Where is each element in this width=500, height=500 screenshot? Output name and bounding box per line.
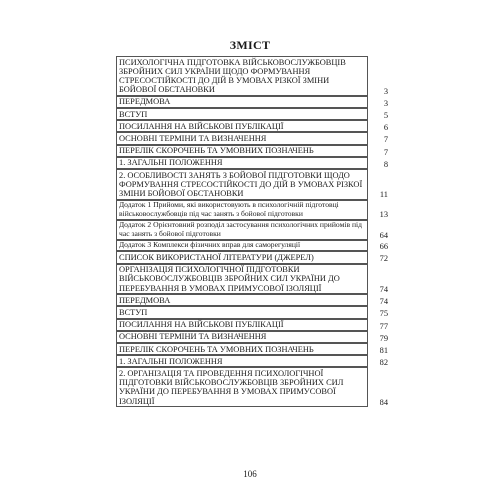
toc-entry-page: 74: [379, 297, 388, 307]
toc-entry-label: СПИСОК ВИКОРИСТАНОЇ ЛІТЕРАТУРИ (ДЖЕРЕЛ): [116, 251, 368, 263]
toc-entry-label: 2. ОРГАНІЗАЦІЯ ТА ПРОВЕДЕННЯ ПСИХОЛОГІЧНОЇ ПІДГОТОВКИ ВІЙСЬКОВОСЛУЖБОВЦІВ ЗБРОЙНИХ СИЛ УКРАЇНИ ДО ПЕРЕБУВАННЯ В УМОВАХ ПРИМУСОВОЇ ІЗОЛЯЦІЇ: [116, 367, 368, 407]
toc-entry-label: ПЕРЕЛІК СКОРОЧЕНЬ ТА УМОВНИХ ПОЗНАЧЕНЬ: [116, 343, 368, 355]
toc-entry[interactable]: [116, 56, 388, 96]
toc-entry-page: 81: [379, 345, 388, 355]
toc-entry[interactable]: [116, 157, 388, 169]
toc-entry-page: 79: [379, 333, 388, 343]
toc-entry-page: 7: [383, 147, 388, 157]
toc-entry[interactable]: [116, 355, 388, 367]
toc-entry-page: 82: [379, 358, 388, 368]
toc-entry-page: 6: [383, 123, 388, 133]
toc-entry-label: ПСИХОЛОГІЧНА ПІДГОТОВКА ВІЙСЬКОВОСЛУЖБОВЦІВ ЗБРОЙНИХ СИЛ УКРАЇНИ ЩОДО ФОРМУВАННЯ СТРЕСОСТІЙКОСТІ ДО ДІЙ В УМОВАХ РІЗКОЇ ЗМІНИ БОЙОВОЇ ОБСТАНОВКИ: [116, 56, 368, 96]
toc-entry[interactable]: [116, 367, 388, 407]
toc-entry-page: 11: [379, 190, 388, 200]
toc-entry[interactable]: [116, 145, 388, 157]
toc-entry[interactable]: [116, 331, 388, 343]
toc-entry[interactable]: [116, 132, 388, 144]
toc-entry[interactable]: [116, 240, 388, 252]
toc-entry-label: Додаток 2 Орієнтовний розподіл застосування психологічних прийомів під час занять з бойової підготовки: [116, 220, 368, 240]
toc-entry-label: ОСНОВНІ ТЕРМІНИ ТА ВИЗНАЧЕННЯ: [116, 132, 368, 144]
toc-entry-label: ПЕРЕДМОВА: [116, 96, 368, 108]
toc-entry[interactable]: [116, 200, 388, 220]
toc-entry-label: Додаток 1 Прийоми, які використовують в психологічній підготовці військовослужбовців під час занять з бойової підготовки: [116, 200, 368, 220]
toc-entry-page: 64: [379, 230, 388, 240]
toc-entry-label: ВСТУП: [116, 306, 368, 318]
toc-entry-page: 75: [379, 309, 388, 319]
toc-entry-page: 5: [383, 110, 388, 120]
toc-entry[interactable]: [116, 251, 388, 263]
toc-entry[interactable]: [116, 169, 388, 200]
toc-entry-page: 3: [383, 98, 388, 108]
toc-entry-label: ПЕРЕДМОВА: [116, 294, 368, 306]
toc-entry-label: ПОСИЛАННЯ НА ВІЙСЬКОВІ ПУБЛІКАЦІЇ: [116, 319, 368, 331]
page-number: 106: [243, 469, 257, 479]
toc-entry-label: ВСТУП: [116, 108, 368, 120]
toc-entry-label: ОСНОВНІ ТЕРМІНИ ТА ВИЗНАЧЕННЯ: [116, 331, 368, 343]
toc-entry-label: 1. ЗАГАЛЬНІ ПОЛОЖЕННЯ: [116, 157, 368, 169]
toc-entry-label: ПОСИЛАННЯ НА ВІЙСЬКОВІ ПУБЛІКАЦІЇ: [116, 120, 368, 132]
toc-entry-label: ОРГАНІЗАЦІЯ ПСИХОЛОГІЧНОЇ ПІДГОТОВКИ ВІЙСЬКОВОСЛУЖБОВЦІВ ЗБРОЙНИХ СИЛ УКРАЇНИ ДО ПЕРЕБУВАННЯ В УМОВАХ ПРИМУСОВОЇ ІЗОЛЯЦІЇ: [116, 264, 368, 295]
toc-entry-page: 7: [383, 135, 388, 145]
toc-entry-page: 77: [379, 321, 388, 331]
toc-entry[interactable]: [116, 96, 388, 108]
toc-entry-page: 84: [379, 397, 388, 407]
toc-entry-page: 72: [379, 254, 388, 264]
toc-entry-page: 66: [379, 242, 388, 252]
toc-entry-page: 8: [383, 159, 388, 169]
toc-entry[interactable]: [116, 306, 388, 318]
toc-entry[interactable]: [116, 264, 388, 295]
toc-entry-page: 3: [383, 86, 388, 96]
toc-entry-label: ПЕРЕЛІК СКОРОЧЕНЬ ТА УМОВНИХ ПОЗНАЧЕНЬ: [116, 145, 368, 157]
toc-entry-page: 13: [379, 210, 388, 220]
toc-entry[interactable]: [116, 343, 388, 355]
toc-entry[interactable]: [116, 294, 388, 306]
toc-entry[interactable]: [116, 108, 388, 120]
toc-entry[interactable]: [116, 120, 388, 132]
toc-entry[interactable]: [116, 220, 388, 240]
toc-entry[interactable]: [116, 319, 388, 331]
toc-title: ЗМІСТ: [229, 38, 271, 52]
toc-entry-label: 1. ЗАГАЛЬНІ ПОЛОЖЕННЯ: [116, 355, 368, 367]
toc-entry-page: 74: [379, 285, 388, 295]
toc-entry-label: Додаток 3 Комплекси фізичних вправ для саморегуляції: [116, 240, 368, 252]
toc-entry-label: 2. ОСОБЛИВОСТІ ЗАНЯТЬ З БОЙОВОЇ ПІДГОТОВКИ ЩОДО ФОРМУВАННЯ СТРЕСОСТІЙКОСТІ ДО ДІЙ В УМОВАХ РІЗКОЇ ЗМІНИ БОЙОВОЇ ОБСТАНОВКИ: [116, 169, 368, 200]
table-of-contents: [116, 56, 388, 407]
